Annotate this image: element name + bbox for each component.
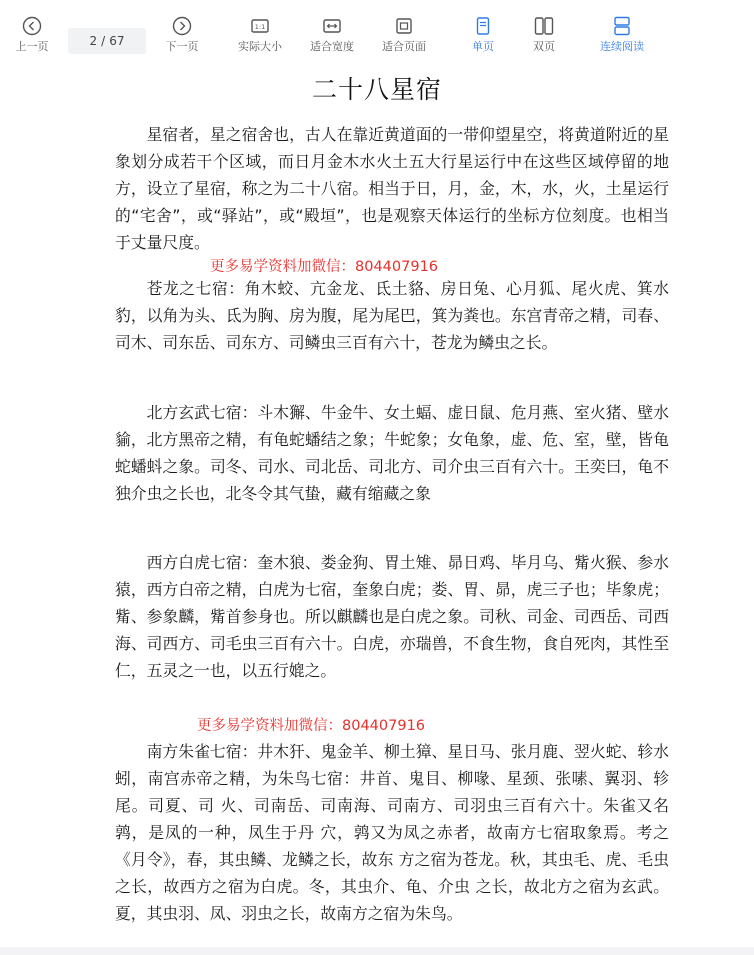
fit-width-label: 适合宽度: [310, 40, 354, 53]
actual-size-icon: [248, 14, 272, 38]
paragraph-white-tiger: 西方白虎七宿：奎木狼、娄金狗、胃土雉、昴日鸡、毕月乌、觜火猴、参水猿，西方白帝之精，白虎为七宿，奎象白虎；娄、胃、昴，虎三子也；毕象虎；觜、参象麟，觜首参身也。所以麒麟也是白虎之象。司秋、司金、司西岳、司西海、司西方、司毛虫三百有六十。白虎，亦瑞兽，不食生物，食自死肉，其性至仁，五灵之一也，以五行媲之。: [115, 553, 669, 680]
paragraph-azure-dragon: 苍龙之七宿：角木蛟、亢金龙、氐土貉、房日兔、心月狐、尾火虎、箕水豹，以角为头、氐为胸、房为腹，尾为尾巴，箕为粪也。东宫青帝之精，司春、司木、司东岳、司东方、司鳞虫三百有六十，苍龙为鳞虫之长。: [115, 279, 669, 352]
prev-page-button[interactable]: [10, 14, 54, 64]
page-total: 67: [109, 34, 125, 48]
paragraph-intro: 星宿者，星之宿舍也，古人在靠近黄道面的一带仰望星空，将黄道附近的星象划分成若干个区域，而日月金木水火土五大行星运行中在这些区域停留的地方，设立了星宿，称之为二十八宿。相当于日，月，金，木，水，火，土星运行的“宅舍”，或“驿站”，或“殿垣”，也是观察天体运行的坐标方位刻度。也相当于丈量尺度。: [115, 125, 669, 252]
arrow-right-circle-icon: [170, 14, 194, 38]
double-page-icon: [532, 14, 556, 38]
fit-page-label: 适合页面: [382, 40, 426, 53]
prev-page-label: 上一页: [15, 40, 49, 53]
svg-text:1:1: 1:1: [254, 23, 266, 31]
paragraph-vermilion-bird: 南方朱雀七宿：井木犴、鬼金羊、柳土獐、星日马、张月鹿、翌火蛇、轸水蚓，南宫赤帝之精，为朱鸟七宿：井首、鬼目、柳喙、星颈、张嗉、翼羽、轸尾。司夏、司 火、司南岳、司南海、司南方、司羽虫三百有六十。朱雀又名鹑，是凤的一种，凤生于丹 穴，鹑又为凤之赤者，故南方七宿取象焉。考之《月令》，春，其虫鳞、龙鳞之长，故东 方之宿为苍龙。秋，其虫毛、虎、毛虫之长，故西方之宿为白虎。冬，其虫介、龟、介虫 之长，故北方之宿为玄武。夏，其虫羽、凤、羽虫之长，故南方之宿为朱鸟。: [115, 742, 669, 923]
next-page-label: 下一页: [165, 40, 199, 53]
fit-page-icon: [392, 14, 416, 38]
continuous-reading-button[interactable]: [597, 14, 647, 64]
page-number-box[interactable]: [68, 28, 146, 54]
double-page-label: 双页: [533, 40, 555, 53]
page-current[interactable]: 2: [89, 34, 98, 48]
actual-size-label: 实际大小: [238, 40, 282, 53]
actual-size-button[interactable]: [232, 14, 288, 64]
fit-page-button[interactable]: [376, 14, 432, 64]
continuous-reading-label: 连续阅读: [600, 40, 644, 53]
fit-width-button[interactable]: [304, 14, 360, 64]
continuous-reading-icon: [610, 14, 634, 38]
single-page-button[interactable]: [464, 14, 502, 64]
bottom-scroll-bar: [0, 947, 754, 955]
next-page-button[interactable]: [160, 14, 204, 64]
watermark-text: 更多易学资料加微信：804407916: [197, 718, 426, 734]
single-page-icon: [471, 14, 495, 38]
single-page-label: 单页: [472, 40, 494, 53]
page-title: 二十八星宿: [311, 75, 442, 104]
double-page-button[interactable]: [525, 14, 563, 64]
page-separator: /: [101, 34, 106, 48]
paragraph-black-tortoise: 北方玄武七宿：斗木獬、牛金牛、女土蝠、虚日鼠、危月燕、室火猪、壁水貐，北方黑帝之精，有龟蛇蟠结之象；牛蛇象；女龟象，虚、危、室，壁，皆龟蛇蟠蚪之象。司冬、司水、司北岳、司北方、司介虫三百有六十。王奕曰，龟不独介虫之长也，北冬令其气蛰，藏有缩藏之象: [115, 403, 669, 503]
reader-toolbar: [0, 0, 754, 70]
fit-width-icon: [320, 14, 344, 38]
arrow-left-circle-icon: [20, 14, 44, 38]
watermark-text: 更多易学资料加微信：804407916: [210, 259, 439, 275]
